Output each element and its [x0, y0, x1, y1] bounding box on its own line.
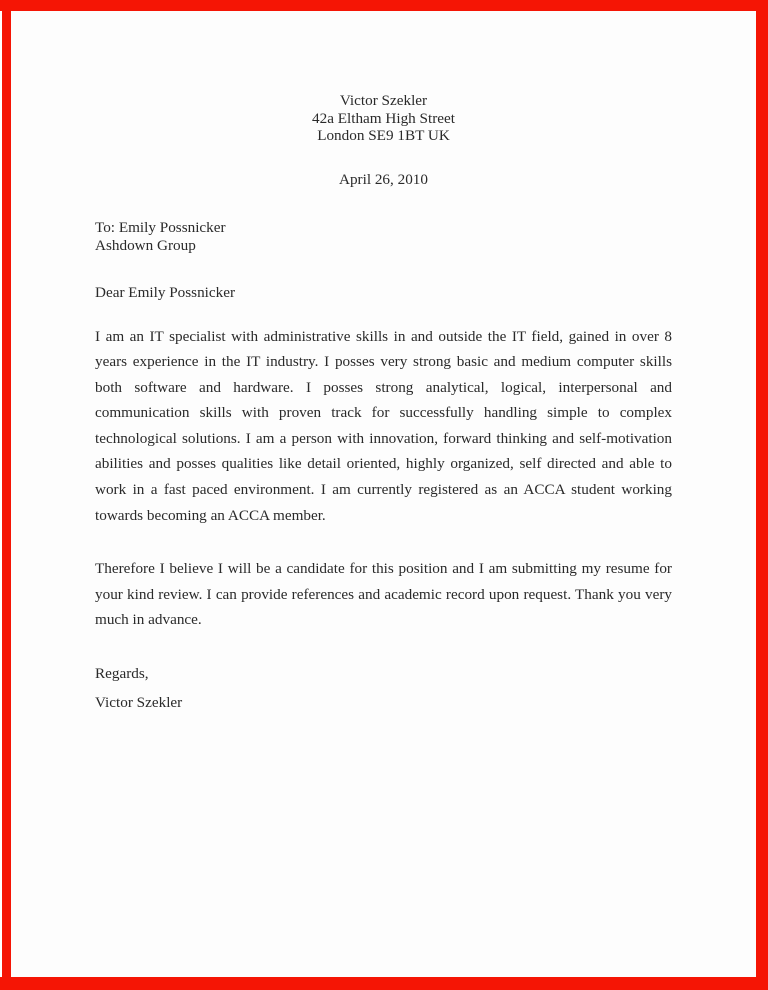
letter-date: April 26, 2010: [338, 170, 428, 188]
body-paragraph-1: I am an IT specialist with administrative skills in and outside the IT field, gained in over 8 years experience in the IT industry. I posses very strong basic and medium computer skills both software and hardware. I posses strong analytical, logical, interpersonal and communication skills with proven track for successfully handling simple to complex technological solutions. I am a person with innovation, forward thinking and self-motivation abilities and posses qualities like detail oriented, highly organized, self directed and able to work in a fast paced environment. I am currently registered as an ACCA student working towards becoming an ACCA member.: [95, 327, 672, 524]
recipient-attention: To: Emily Possnicker: [95, 218, 226, 236]
sender-address-block: [95, 92, 672, 145]
sender-name: Victor Szekler: [339, 92, 428, 109]
recipient-company: Ashdown Group: [95, 237, 196, 254]
sender-street: 42a Eltham High Street: [312, 109, 455, 127]
recipient-address-block: [95, 219, 672, 256]
red-border-right: [756, 0, 768, 990]
body-paragraph-2: Therefore I believe I will be a candidate for this position and I am submitting my resume for your kind review. I can provide references and academic record upon request. Thank you very much in advance.: [95, 560, 672, 629]
salutation: Dear Emily Possnicker: [95, 283, 236, 301]
sender-city-line: London SE9 1BT UK: [317, 127, 450, 144]
letter-content: [95, 92, 672, 717]
red-border-left: [2, 0, 11, 990]
valediction: Regards,: [95, 665, 149, 683]
signature-name: Victor Szekler: [95, 694, 183, 712]
closing-block: [95, 659, 672, 717]
red-border-top: [0, 0, 768, 11]
red-border-bottom: [0, 977, 768, 990]
letter-paper: [11, 11, 756, 977]
